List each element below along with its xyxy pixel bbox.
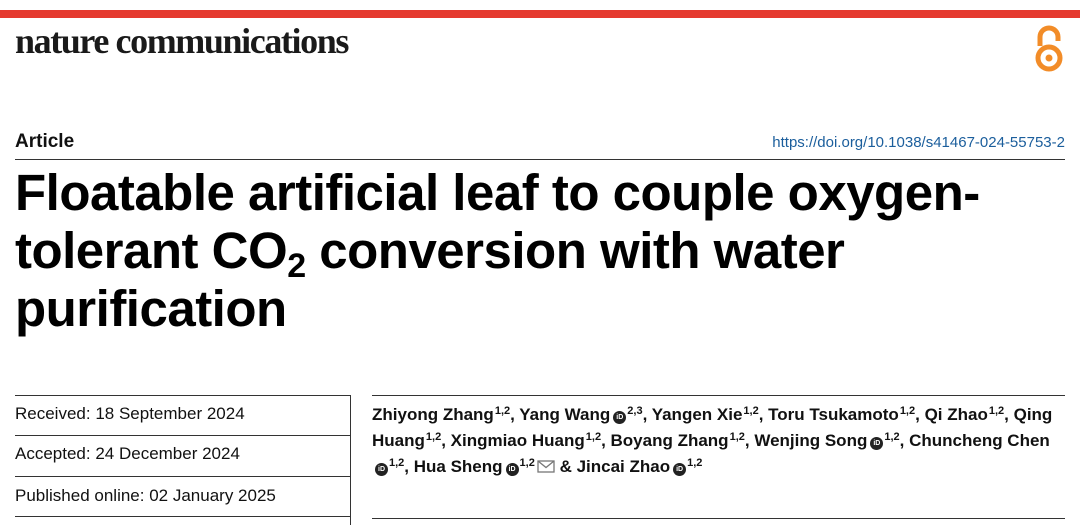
author-name[interactable]: Toru Tsukamoto <box>768 405 899 424</box>
affiliation-superscript: 1,2 <box>519 457 535 469</box>
dates-divider <box>15 395 350 396</box>
received-date: Received: 18 September 2024 <box>15 404 245 423</box>
dates-divider <box>15 435 350 436</box>
header-divider <box>15 159 1065 160</box>
orcid-icon[interactable]: iD <box>506 463 519 476</box>
author-separator: , <box>915 405 925 424</box>
affiliation-superscript: 1,2 <box>899 405 916 417</box>
affiliation-superscript: 1,2 <box>884 431 900 443</box>
author-separator: , <box>899 431 910 450</box>
author-separator: , <box>1004 405 1014 424</box>
author-name[interactable]: Boyang Zhang <box>610 431 729 450</box>
envelope-icon[interactable] <box>537 460 555 473</box>
author-name[interactable]: Wenjing Song <box>754 431 868 450</box>
author-separator: , <box>744 431 755 450</box>
affiliation-superscript: 1,2 <box>743 405 759 417</box>
affiliation-superscript: 1,2 <box>425 431 442 443</box>
title-part-2: conversion with water purification <box>15 222 845 337</box>
author-separator: , <box>642 405 652 424</box>
orcid-icon[interactable]: iD <box>613 411 626 424</box>
open-access-icon <box>1031 24 1067 74</box>
author-separator: & <box>554 457 577 476</box>
author-name[interactable]: Qi Zhao <box>924 405 988 424</box>
author-name[interactable]: Chuncheng Chen <box>909 431 1050 450</box>
orcid-icon[interactable]: iD <box>870 437 883 450</box>
author-name[interactable]: Xingmiao Huang <box>450 431 585 450</box>
author-separator: , <box>601 431 611 450</box>
author-separator: , <box>441 431 451 450</box>
title-part-1: Floatable artificial leaf to couple oxygen-tolerant CO <box>15 164 980 279</box>
dates-divider <box>15 516 350 517</box>
article-title <box>15 164 1065 338</box>
affiliation-superscript: 1,2 <box>494 405 511 417</box>
authors-divider <box>372 395 1065 396</box>
affiliation-superscript: 1,2 <box>585 431 602 443</box>
doi-link[interactable]: https://doi.org/10.1038/s41467-024-55753-2 <box>772 134 1065 151</box>
author-name[interactable]: Yangen Xie <box>651 405 743 424</box>
accepted-date: Accepted: 24 December 2024 <box>15 444 240 463</box>
author-name[interactable]: Jincai Zhao <box>576 457 671 476</box>
journal-name[interactable]: nature communications <box>15 21 348 61</box>
affiliation-superscript: 1,2 <box>988 405 1005 417</box>
author-separator: , <box>510 405 520 424</box>
title-subscript: 2 <box>287 247 306 285</box>
author-separator: , <box>758 405 769 424</box>
authors-divider <box>372 518 1065 519</box>
article-type-label: Article <box>15 131 75 152</box>
dates-divider <box>15 476 350 477</box>
column-divider <box>350 395 351 525</box>
author-name[interactable]: Zhiyong Zhang <box>372 405 494 424</box>
author-name[interactable]: Hua Sheng <box>413 457 503 476</box>
author-name[interactable]: Qing Huang <box>372 405 1053 450</box>
author-separator: , <box>404 457 414 476</box>
affiliation-superscript: 1,2 <box>729 431 745 443</box>
orcid-icon[interactable]: iD <box>673 463 686 476</box>
orcid-icon[interactable]: iD <box>375 463 388 476</box>
published-date: Published online: 02 January 2025 <box>15 486 276 505</box>
journal-accent-bar <box>0 10 1080 18</box>
affiliation-superscript: 1,2 <box>687 457 703 469</box>
author-list <box>372 402 1065 480</box>
affiliation-superscript: 1,2 <box>389 457 405 469</box>
affiliation-superscript: 2,3 <box>627 405 643 417</box>
author-name[interactable]: Yang Wang <box>519 405 611 424</box>
